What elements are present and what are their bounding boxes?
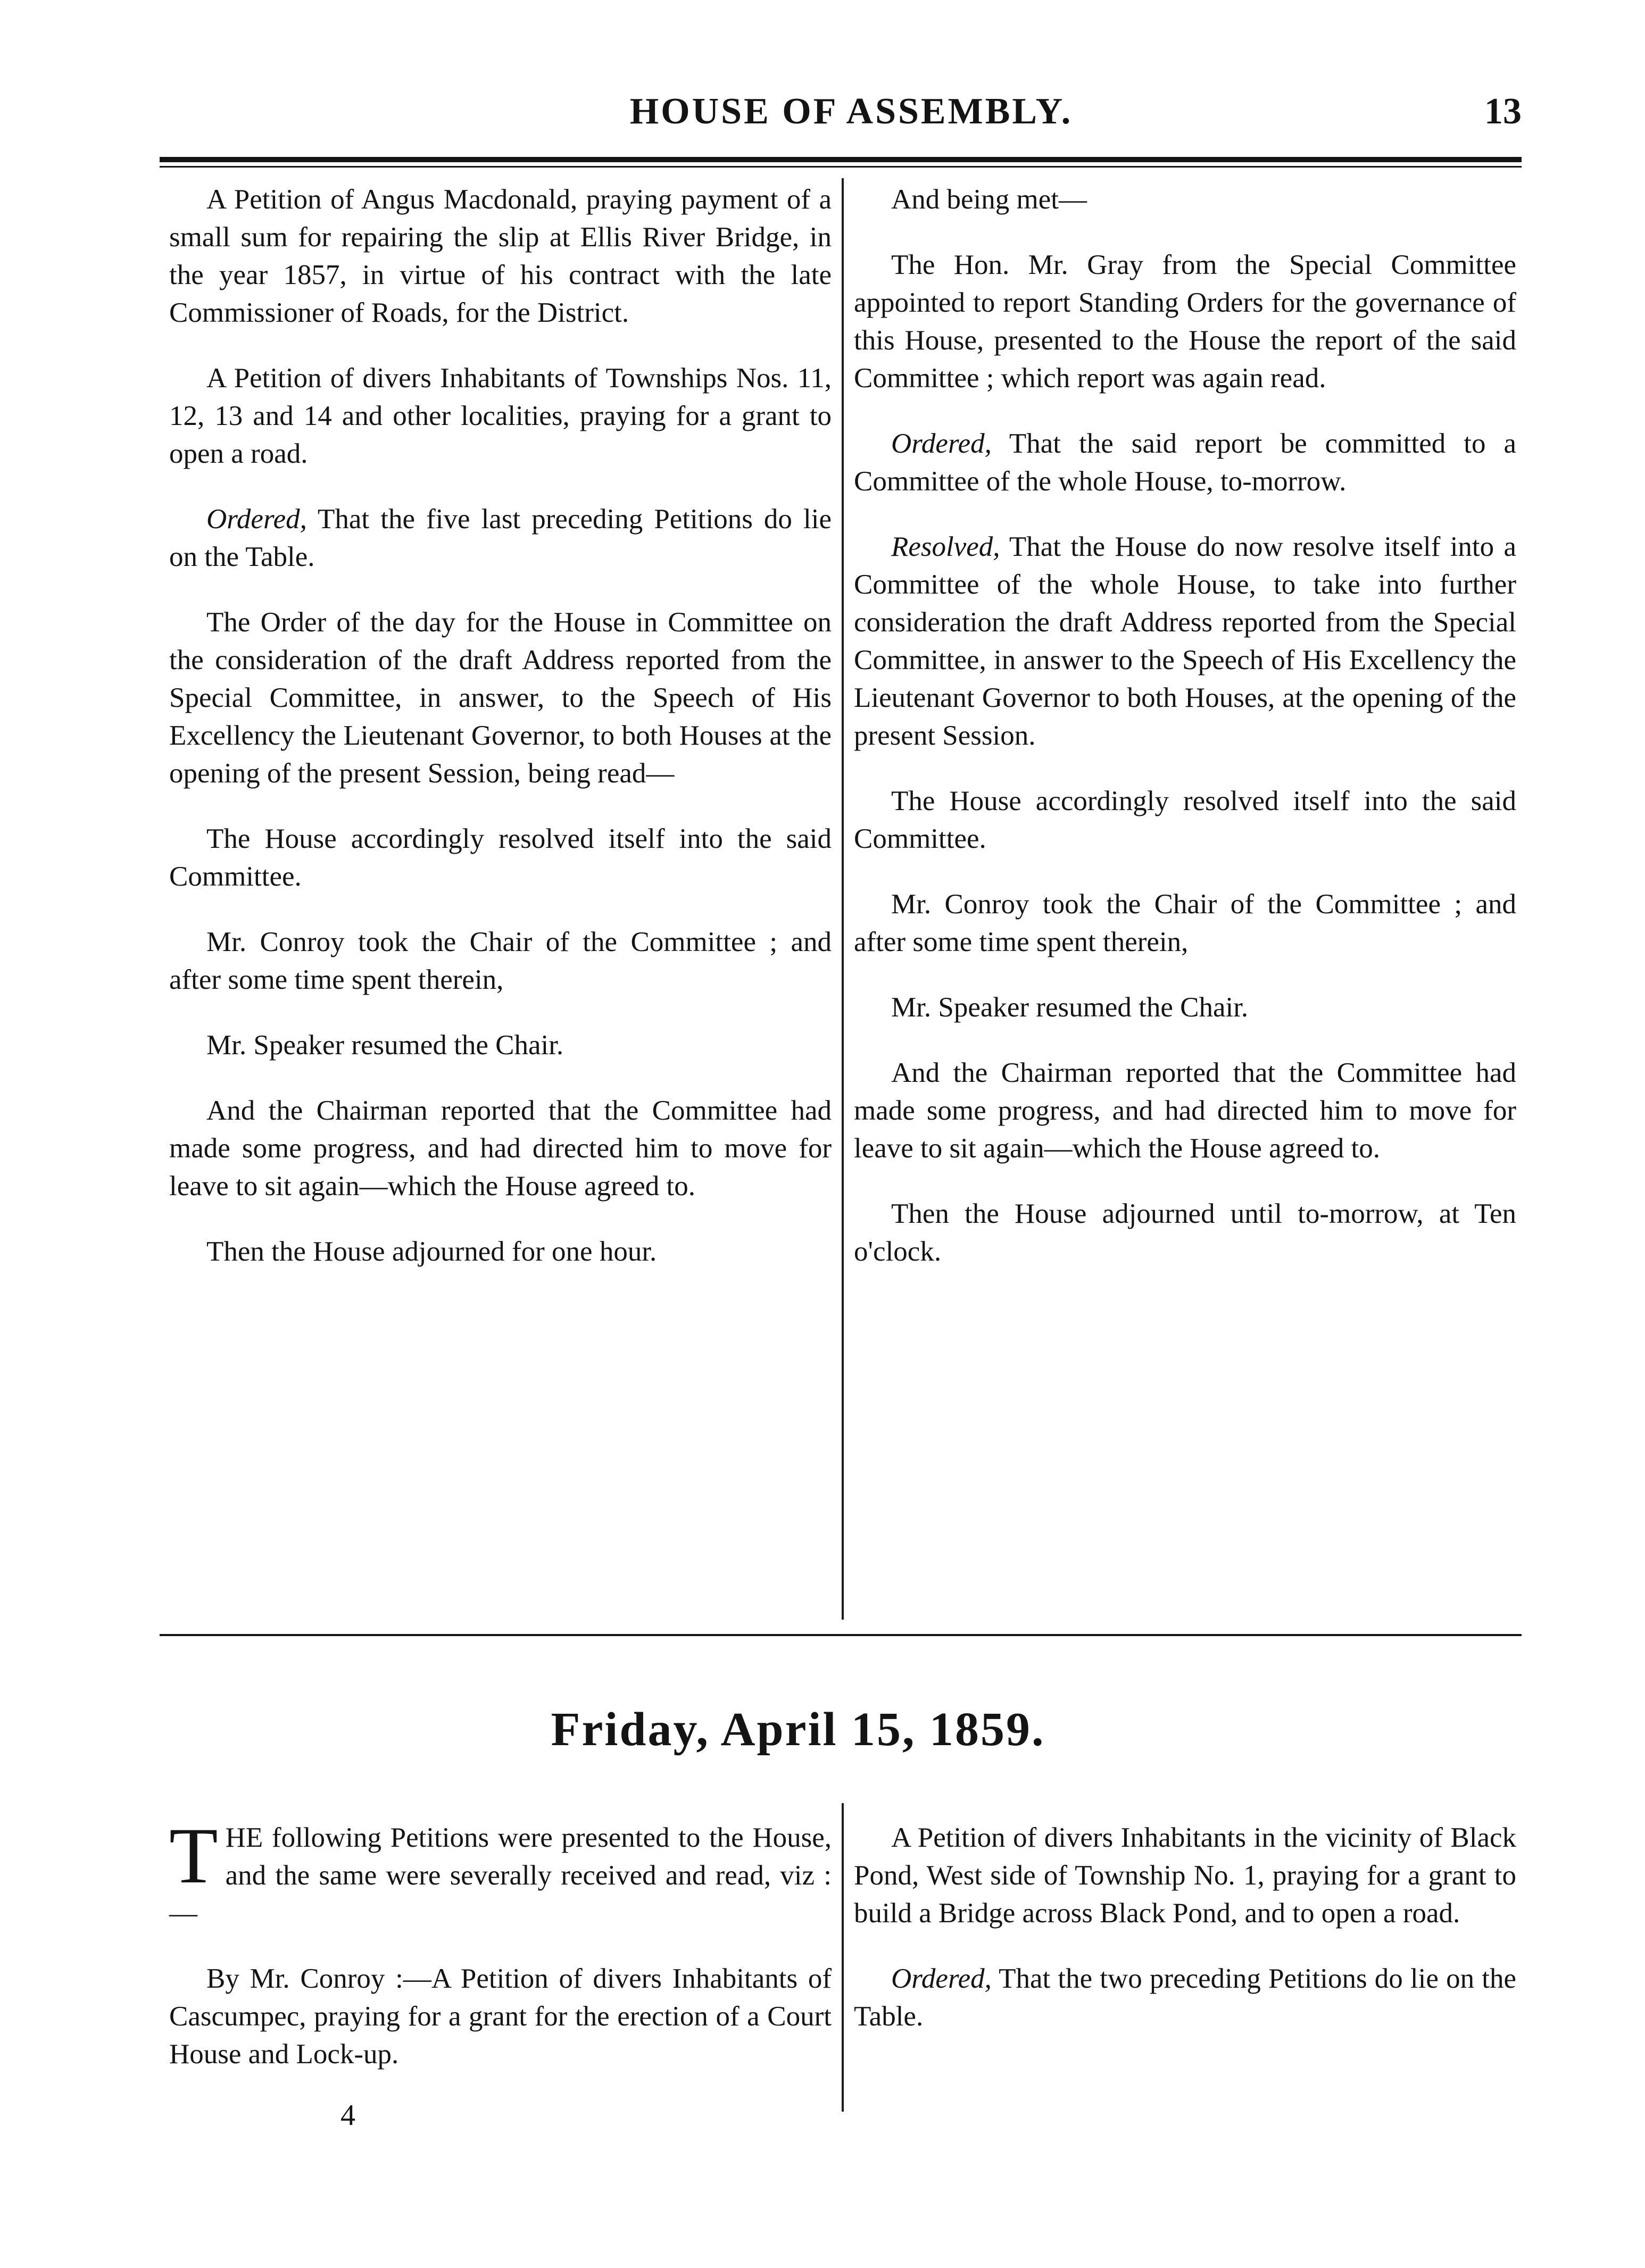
report-paragraph: The Hon. Mr. Gray from the Special Committee appointed to report Standing Orders for the governance of this House, presented to the House the report of the said Committee ; which report was again read. <box>854 249 1516 394</box>
petition-paragraph: A Petition of Angus Macdonald, praying payment of a small sum for repairing the slip at Ellis River Bridge, in the year 1857, in virtue of his contract with the late Commissioner of Roads, for the District. <box>169 184 832 328</box>
date-heading: Friday, April 15, 1859. <box>551 1703 1045 1756</box>
adjournment-paragraph: Then the House adjourned until to-morrow, at Ten o'clock. <box>854 1198 1516 1267</box>
adjournment-paragraph: Then the House adjourned for one hour. <box>206 1236 657 1267</box>
right-column-petitions <box>854 1819 1516 2063</box>
order-lead: Ordered, <box>891 1963 992 1994</box>
proceeding-paragraph: And the Chairman reported that the Committee had made some progress, and had directed him to move for leave to sit again—which the House agreed to. <box>854 1057 1516 1164</box>
right-column-proceedings <box>854 181 1516 1298</box>
order-paragraph <box>169 501 832 576</box>
header-rule-thin <box>160 166 1522 168</box>
proceeding-paragraph: And being met— <box>891 184 1087 215</box>
section-rule <box>160 1634 1522 1636</box>
petitions-intro-text: HE following Petitions were presented to the House, and the same were severally received and read, viz :— <box>169 1822 832 1929</box>
column-divider <box>842 178 844 1620</box>
resolution-text: That the House do now resolve itself into a Committee of the whole House, to take into further consideration the draft Address reported from the Special Committee, in answer to the Speech of His Excellency the Lieutenant Governor to both Houses, at the opening of the present Session. <box>854 531 1516 751</box>
order-lead: Ordered, <box>206 504 307 535</box>
order-of-day-paragraph: The Order of the day for the House in Committee on the consideration of the draft Address reported from the Special Committee, in answer, to the Speech of His Excellency the Lieutenant Governor, to both Houses at the opening of the present Session, being read— <box>169 607 832 789</box>
proceeding-paragraph: Mr. Speaker resumed the Chair. <box>206 1030 564 1061</box>
petition-paragraph: A Petition of divers Inhabitants of Townships Nos. 11, 12, 13 and 14 and other localities, praying for a grant to open a road. <box>169 363 832 469</box>
page-number: 13 <box>1484 91 1522 132</box>
order-text: That the five last preceding Petitions do lie on the Table. <box>169 504 832 572</box>
proceeding-paragraph: Mr. Conroy took the Chair of the Committee ; and after some time spent therein, <box>854 889 1516 957</box>
order-paragraph <box>854 1960 1516 2036</box>
resolution-paragraph <box>854 528 1516 755</box>
drop-cap: T <box>169 1812 218 1900</box>
proceeding-paragraph: The House accordingly resolved itself into the said Committee. <box>854 786 1516 854</box>
order-text: That the two preceding Petitions do lie on the Table. <box>854 1963 1516 2032</box>
order-paragraph <box>854 425 1516 501</box>
petition-paragraph: By Mr. Conroy :—A Petition of divers Inhabitants of Cascumpec, praying for a grant for the erection of a Court House and Lock-up. <box>169 1963 832 2070</box>
petition-paragraph: A Petition of divers Inhabitants in the vicinity of Black Pond, West side of Township No. 1, praying for a grant to build a Bridge across Black Pond, and to open a road. <box>854 1822 1516 1929</box>
proceeding-paragraph: The House accordingly resolved itself into the said Committee. <box>169 823 832 892</box>
left-column-proceedings <box>169 181 832 1298</box>
proceeding-paragraph: And the Chairman reported that the Committee had made some progress, and had directed him to move for leave to sit again—which the House agreed to. <box>169 1095 832 1202</box>
resolution-lead: Resolved, <box>891 531 1000 562</box>
petitions-intro-paragraph <box>169 1812 832 1932</box>
order-lead: Ordered, <box>891 428 992 459</box>
proceeding-paragraph: Mr. Conroy took the Chair of the Committee ; and after some time spent therein, <box>169 927 832 995</box>
proceeding-paragraph: Mr. Speaker resumed the Chair. <box>891 992 1249 1023</box>
signature-mark: 4 <box>340 2099 355 2132</box>
header-rule <box>160 157 1522 162</box>
column-divider-lower <box>842 1803 844 2112</box>
running-head: HOUSE OF ASSEMBLY. <box>629 91 1073 132</box>
order-text: That the said report be committed to a Committee of the whole House, to-morrow. <box>854 428 1516 497</box>
left-column-petitions <box>169 1812 832 2101</box>
